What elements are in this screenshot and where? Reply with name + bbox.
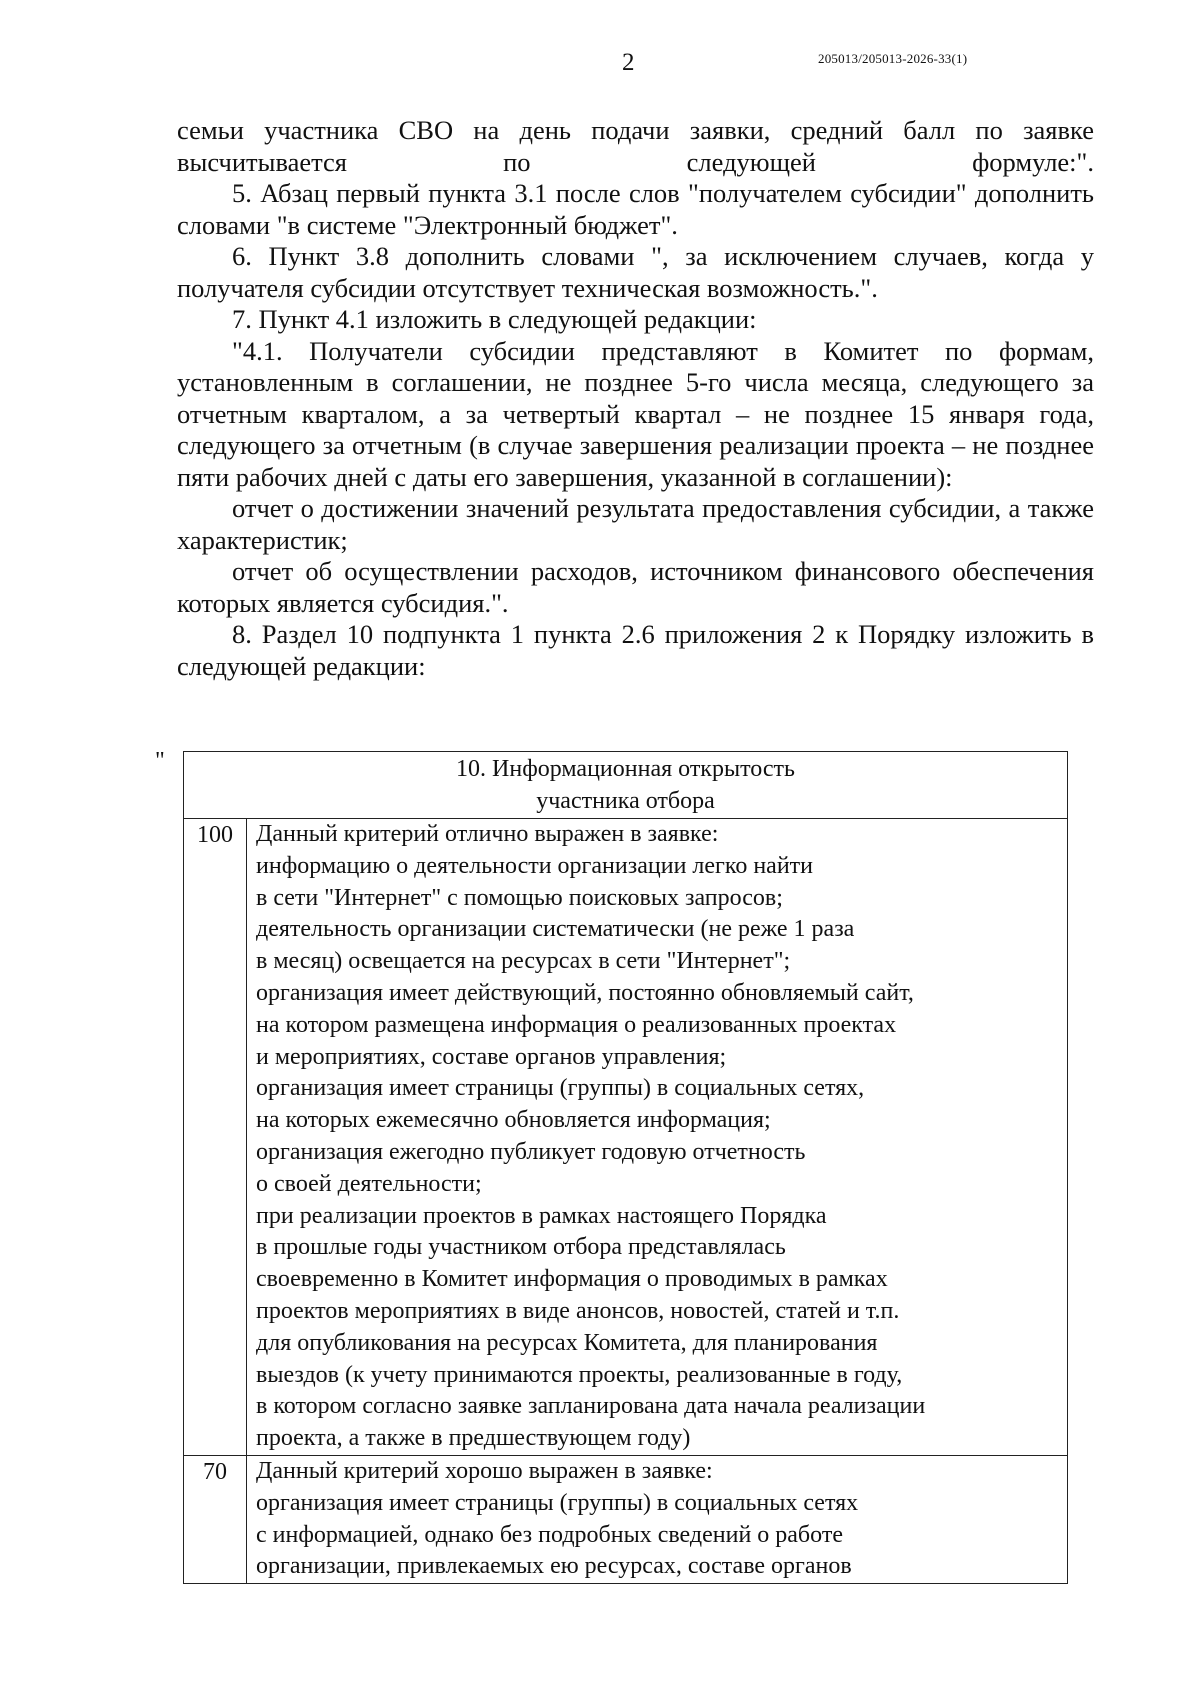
description-line: организация имеет страницы (группы) в социальных сетях [256, 1489, 859, 1516]
description-line: при реализации проектов в рамках настоящего Порядка [256, 1202, 827, 1229]
description-line: о своей деятельности; [256, 1170, 482, 1197]
description-line: в котором согласно заявке запланирована дата начала реализации [256, 1393, 926, 1420]
description-line: организация ежегодно публикует годовую отчетность [256, 1138, 806, 1165]
document-body [177, 115, 1094, 682]
paragraph-quoted-4-1: "4.1. Получатели субсидии представляют в Комитет по формам, установленным в соглашении, не позднее 5-го числа месяца, следующего за отчетным кварталом, а за четвертый квартал – не позднее 15 января года, следующего за отчетным (в случае завершения реализации проекта – не позднее пяти рабочих дней с даты его завершения, указанной в соглашении): [177, 335, 1094, 492]
paragraph-report-results: отчет о достижении значений результата предоставления субсидии, а также характеристик; [177, 493, 1094, 555]
description-line: своевременно в Комитет информация о проводимых в рамках [256, 1266, 888, 1293]
description-line: организации, привлекаемых ею ресурсах, составе органов [256, 1553, 852, 1580]
description-line: в месяц) освещается на ресурсах в сети "Интернет"; [256, 948, 791, 975]
table-header-line: 10. Информационная открытость [456, 756, 795, 782]
document-id: 205013/205013-2026-33(1) [818, 51, 968, 66]
paragraph-item-8: 8. Раздел 10 подпункта 1 пункта 2.6 приложения 2 к Порядку изложить в следующей редакции: [177, 619, 1094, 681]
table-open-quote: " [155, 748, 165, 774]
description-cell [247, 819, 1068, 1456]
score-cell: 100 [184, 819, 247, 1456]
description-line: в прошлые годы участником отбора представлялась [256, 1234, 786, 1261]
table-header [184, 752, 1068, 819]
description-cell [247, 1455, 1068, 1583]
paragraph-item-5: 5. Абзац первый пункта 3.1 после слов "получателем субсидии" дополнить словами "в системе "Электронный бюджет". [177, 178, 1094, 240]
description-line: на котором размещена информация о реализованных проектах [256, 1011, 897, 1038]
description-line: в сети "Интернет" с помощью поисковых запросов; [256, 884, 783, 911]
paragraph-item-7: 7. Пункт 4.1 изложить в следующей редакции: [232, 304, 757, 334]
description-line: и мероприятиях, составе органов управления; [256, 1043, 727, 1070]
table-row [184, 819, 1068, 1456]
description-line: выездов (к учету принимаются проекты, реализованные в году, [256, 1361, 903, 1388]
paragraph-continuation: семьи участника СВО на день подачи заявки, средний балл по заявке высчитывается по следующей формуле:". [177, 115, 1094, 177]
description-line: проектов мероприятиях в виде анонсов, новостей, статей и т.п. [256, 1297, 900, 1324]
table-header-line: участника отбора [536, 787, 715, 814]
paragraph-item-6: 6. Пункт 3.8 дополнить словами ", за исключением случаев, когда у получателя субсидии отсутствует техническая возможность.". [177, 241, 1094, 303]
paragraph-report-expenses: отчет об осуществлении расходов, источником финансового обеспечения которых является субсидия.". [177, 556, 1094, 618]
description-line: на которых ежемесячно обновляется информация; [256, 1107, 771, 1134]
description-line: организация имеет страницы (группы) в социальных сетях, [256, 1075, 865, 1102]
description-line: деятельность организации систематически (не реже 1 раза [256, 916, 855, 943]
description-line: информацию о деятельности организации легко найти [256, 852, 813, 879]
criteria-table [183, 751, 1068, 1584]
description-line: проекта, а также в предшествующем году) [256, 1425, 691, 1452]
score-cell: 70 [184, 1455, 247, 1583]
description-line: Данный критерий отлично выражен в заявке: [256, 821, 719, 847]
page-number: 2 [622, 49, 635, 76]
description-line: для опубликования на ресурсах Комитета, для планирования [256, 1329, 878, 1356]
description-line: с информацией, однако без подробных сведений о работе [256, 1521, 843, 1548]
table-header-row [184, 752, 1068, 819]
table-row [184, 1455, 1068, 1583]
description-line: Данный критерий хорошо выражен в заявке: [256, 1457, 713, 1484]
description-line: организация имеет действующий, постоянно обновляемый сайт, [256, 979, 914, 1006]
